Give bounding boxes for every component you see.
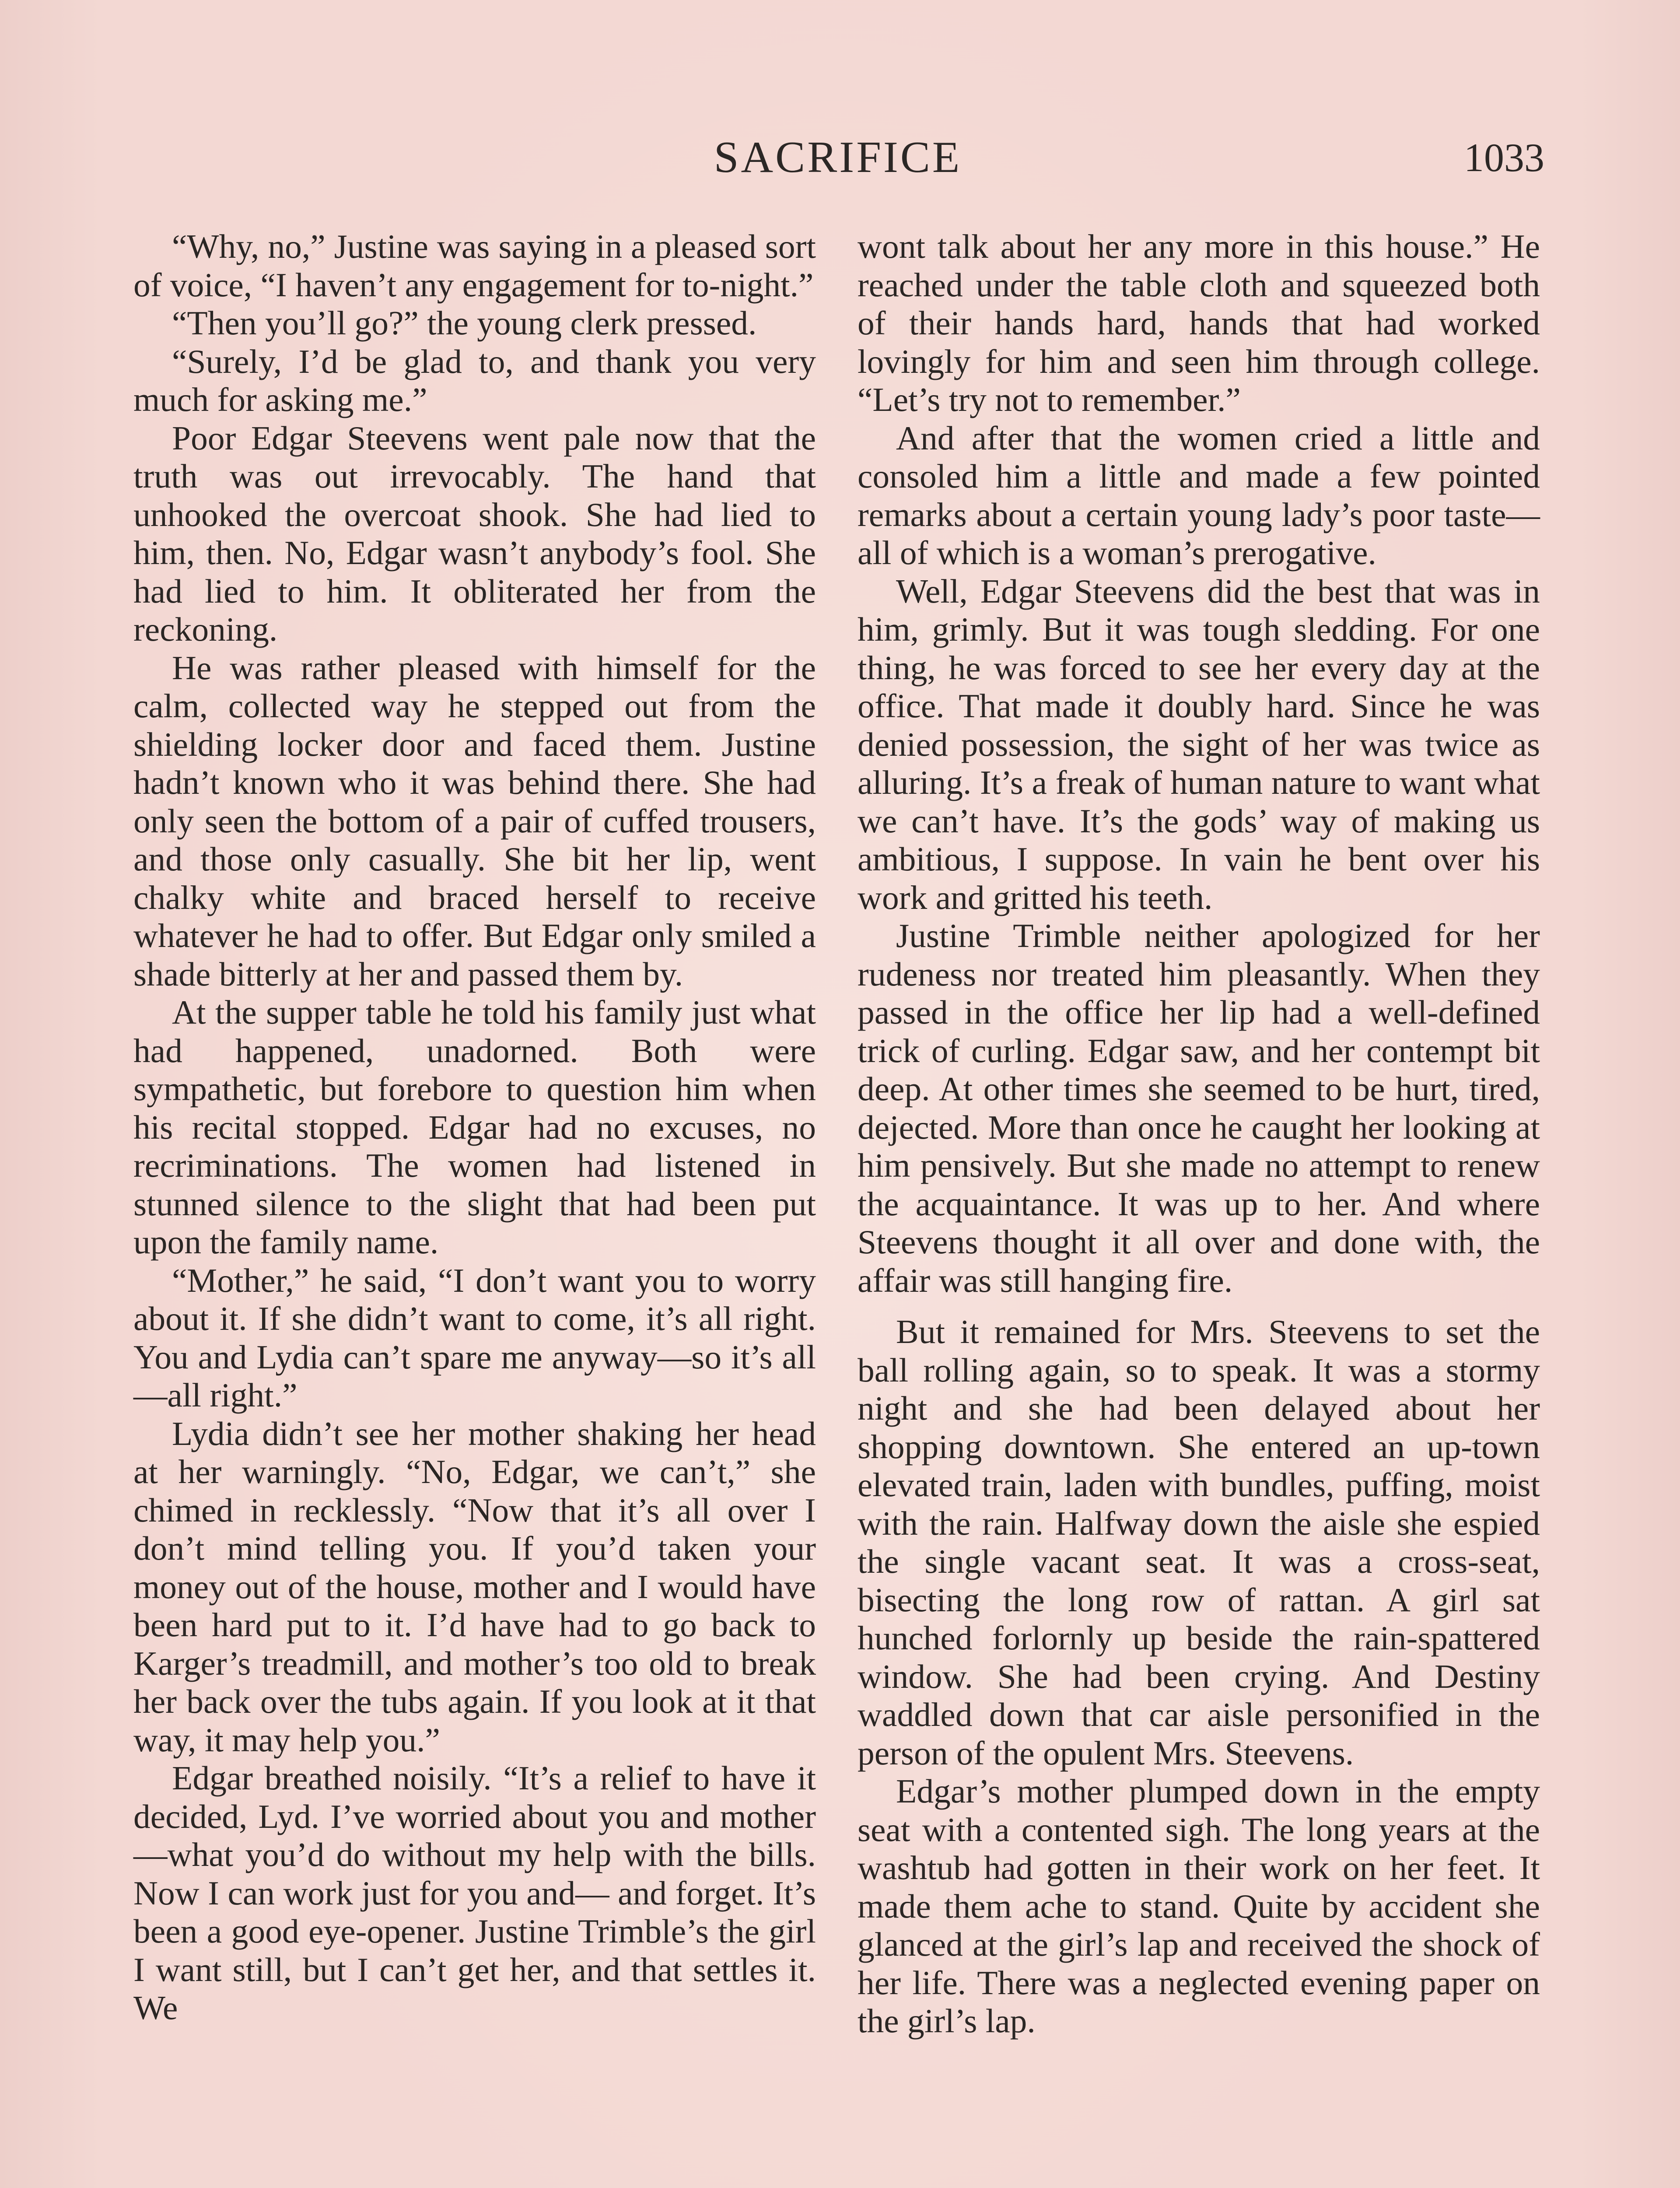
- paragraph: And after that the women cried a little and consoled him a little and made a few pointed remarks about a certain young lady’s poor taste—all of which is a woman’s prerogative.: [858, 419, 1540, 572]
- right-text-column: [858, 228, 1540, 2041]
- paragraph: Poor Edgar Steevens went pale now that the truth was out irrevocably. The hand that unhooked the overcoat shook. She had lied to him, then. No, Edgar wasn’t anybody’s fool. She had lied to him. It obliterated her from the reckoning.: [133, 419, 816, 648]
- left-text-column: [133, 228, 816, 2027]
- page-header: [131, 127, 1544, 188]
- paragraph: Well, Edgar Steevens did the best that was in him, grimly. But it was tough sledding. For one thing, he was forced to see her every day at the office. That made it doubly hard. Since he was denied possession, the sight of her was twice as alluring. It’s a freak of human nature to want what we can’t have. It’s the gods’ way of making us ambitious, I suppose. In vain he bent over his work and gritted his teeth.: [858, 572, 1540, 916]
- paragraph: “Surely, I’d be glad to, and thank you very much for asking me.”: [133, 342, 816, 418]
- paragraph: “Mother,” he said, “I don’t want you to worry about it. If she didn’t want to come, it’s all right. You and Lydia can’t spare me anyway—so it’s all—all right.”: [133, 1261, 816, 1414]
- paragraph: “Why, no,” Justine was saying in a pleased sort of voice, “I haven’t any engagement for to-night.”: [133, 228, 816, 304]
- paragraph: Edgar breathed noisily. “It’s a relief to have it decided, Lyd. I’ve worried about you and mother—what you’d do without my help with the bills. Now I can work just for you and— and forget. It’s been a good eye-opener. Justine Trimble’s the girl I want still, but I can’t get her, and that settles it. We: [133, 1759, 816, 2027]
- paragraph: Justine Trimble neither apologized for her rudeness nor treated him pleasantly. When they passed in the office her lip had a well-defined trick of curling. Edgar saw, and her contempt bit deep. At other times she seemed to be hurt, tired, dejected. More than once he caught her looking at him pensively. But she made no attempt to renew the acquaintance. It was up to her. And where Steevens thought it all over and done with, the affair was still hanging fire.: [858, 917, 1540, 1299]
- paragraph-continued: wont talk about her any more in this house.” He reached under the table cloth and squeezed both of their hands hard, hands that had worked lovingly for him and seen him through college. “Let’s try not to remember.”: [858, 228, 1540, 418]
- paragraph: At the supper table he told his family just what had happened, unadorned. Both were sympathetic, but forebore to question him when his recital stopped. Edgar had no excuses, no recriminations. The women had listened in stunned silence to the slight that had been put upon the family name.: [133, 993, 816, 1261]
- paragraph: “Then you’ll go?” the young clerk pressed.: [172, 304, 757, 342]
- paragraph: He was rather pleased with himself for the calm, collected way he stepped out from the shielding locker door and faced them. Justine hadn’t known who it was behind there. She had only seen the bottom of a pair of cuffed trousers, and those only casually. She bit her lip, went chalky white and braced herself to receive whatever he had to offer. But Edgar only smiled a shade bitterly at her and passed them by.: [133, 649, 816, 993]
- paragraph: Edgar’s mother plumped down in the empty seat with a contented sigh. The long years at the washtub had gotten in their work on her feet. It made them ache to stand. Quite by accident she glanced at the girl’s lap and received the shock of her life. There was a neglected evening paper on the girl’s lap.: [858, 1772, 1540, 2040]
- running-head-title: SACRIFICE: [714, 133, 962, 182]
- page-number: 1033: [1464, 135, 1544, 180]
- paragraph: But it remained for Mrs. Steevens to set the ball rolling again, so to speak. It was a stormy night and she had been delayed about her shopping downtown. She entered an up-town elevated train, laden with bundles, puffing, moist with the rain. Halfway down the aisle she espied the single vacant seat. It was a cross-seat, bisecting the long row of rattan. A girl sat hunched forlornly up beside the rain-spattered window. She had been crying. And Destiny waddled down that car aisle personified in the person of the opulent Mrs. Steevens.: [858, 1313, 1540, 1772]
- paragraph: Lydia didn’t see her mother shaking her head at her warningly. “No, Edgar, we can’t,” she chimed in recklessly. “Now that it’s all over I don’t mind telling you. If you’d taken your money out of the house, mother and I would have been hard put to it. I’d have had to go back to Karger’s treadmill, and mother’s too old to break her back over the tubs again. If you look at it that way, it may help you.”: [133, 1414, 816, 1759]
